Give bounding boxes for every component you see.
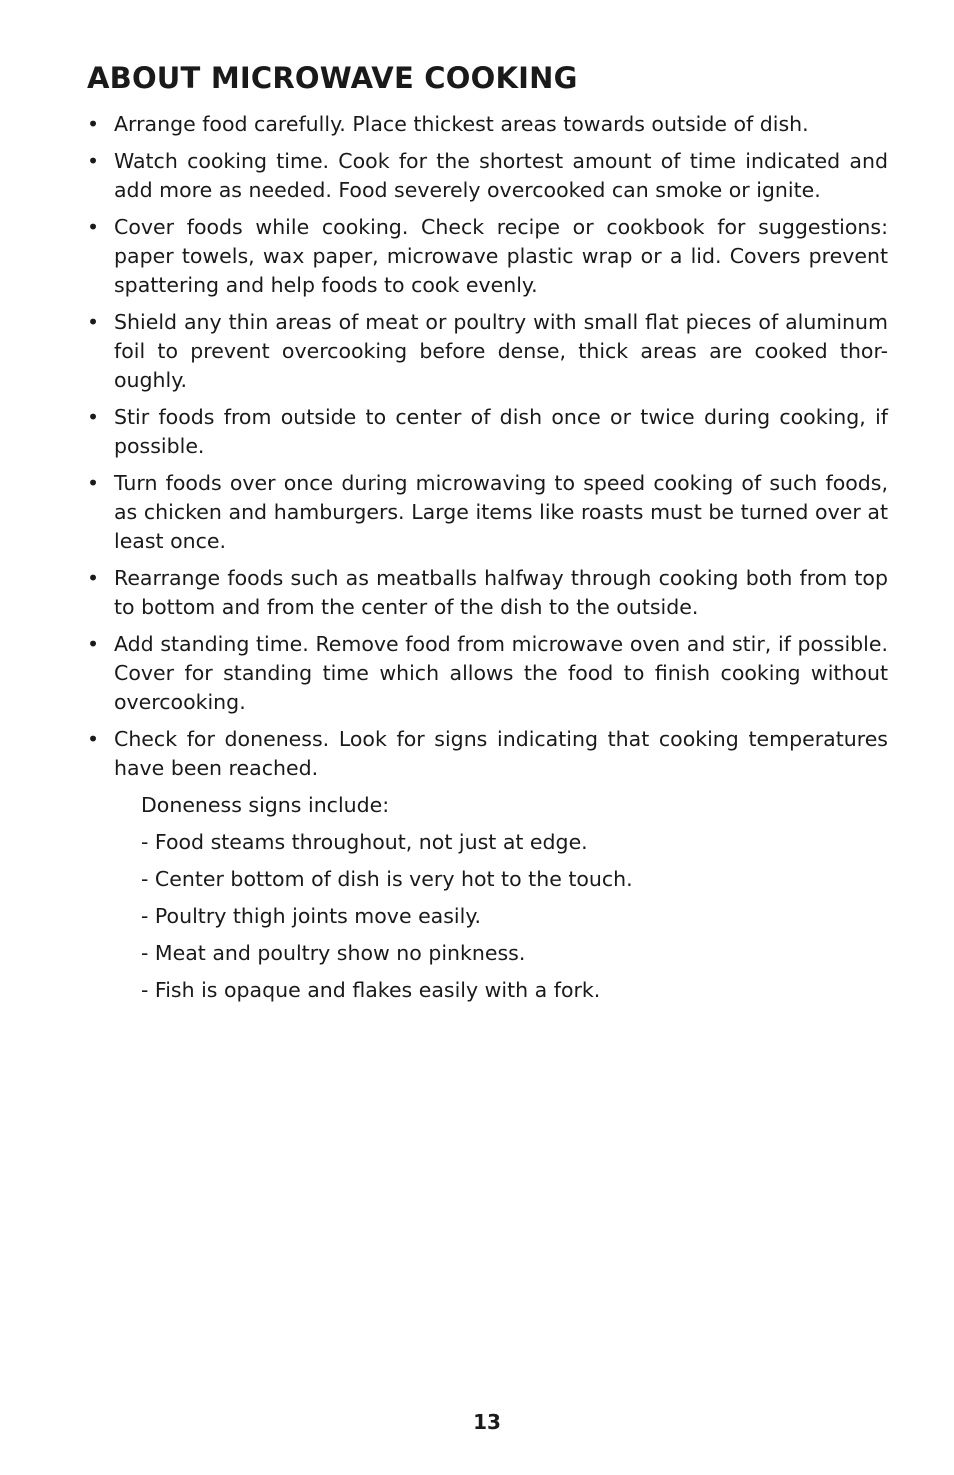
bullet-icon: • [87, 471, 100, 495]
list-item-text: Shield any thin areas of meat or poultry with small flat pieces of aluminum foil to prevent overcooking before dense, thick areas are cooked thor-oughly. [114, 310, 888, 392]
list-item [87, 147, 888, 205]
list-item-text: Watch cooking time. Cook for the shortest amount of time indicated and add more as needed. Food severely overcooked can smoke or ignite. [114, 149, 888, 202]
bullet-icon: • [87, 112, 100, 136]
bullet-icon: • [87, 149, 100, 173]
bullet-icon: • [87, 215, 100, 239]
list-item [87, 403, 888, 461]
list-item [87, 630, 888, 717]
doneness-item: - Meat and poultry show no pinkness. [141, 941, 526, 965]
doneness-heading: Doneness signs include: [141, 793, 390, 817]
list-item [87, 213, 888, 300]
list-item-text: Turn foods over once during microwaving to speed cooking of such foods, as chicken and hamburgers. Large items like roasts must be turned over at least once. [114, 471, 888, 553]
list-item [87, 469, 888, 556]
list-item [87, 725, 888, 783]
bullet-icon: • [87, 310, 100, 334]
doneness-item: - Poultry thigh joints move easily. [141, 904, 482, 928]
page-number: 13 [473, 1410, 501, 1434]
list-item [87, 110, 888, 139]
page-title: ABOUT MICROWAVE COOKING [87, 61, 578, 95]
bullet-icon: • [87, 566, 100, 590]
list-item [87, 308, 888, 395]
tips-list [87, 110, 888, 783]
doneness-item: - Fish is opaque and flakes easily with a fork. [141, 978, 601, 1002]
bullet-icon: • [87, 727, 100, 751]
bullet-icon: • [87, 632, 100, 656]
list-item [87, 564, 888, 622]
bullet-icon: • [87, 405, 100, 429]
document-page [87, 58, 888, 1013]
list-item-text: Rearrange foods such as meatballs halfway through cooking both from top to bottom and from the center of the dish to the outside. [114, 566, 888, 619]
list-item-text: Check for doneness. Look for signs indicating that cooking temperatures have been reached. [114, 727, 888, 780]
list-item-text: Add standing time. Remove food from microwave oven and stir, if possible. Cover for standing time which allows the food to finish cooking without overcooking. [114, 632, 888, 714]
list-item-text: Cover foods while cooking. Check recipe or cookbook for suggestions: paper towels, wax paper, microwave plastic wrap or a lid. Covers prevent spattering and help foods to cook evenly. [114, 215, 888, 297]
doneness-item: - Food steams throughout, not just at edge. [141, 830, 588, 854]
doneness-item: - Center bottom of dish is very hot to the touch. [141, 867, 633, 891]
doneness-signs [87, 791, 888, 1005]
list-item-text: Arrange food carefully. Place thickest areas towards outside of dish. [114, 112, 809, 136]
list-item-text: Stir foods from outside to center of dish once or twice during cooking, if possible. [114, 405, 888, 458]
